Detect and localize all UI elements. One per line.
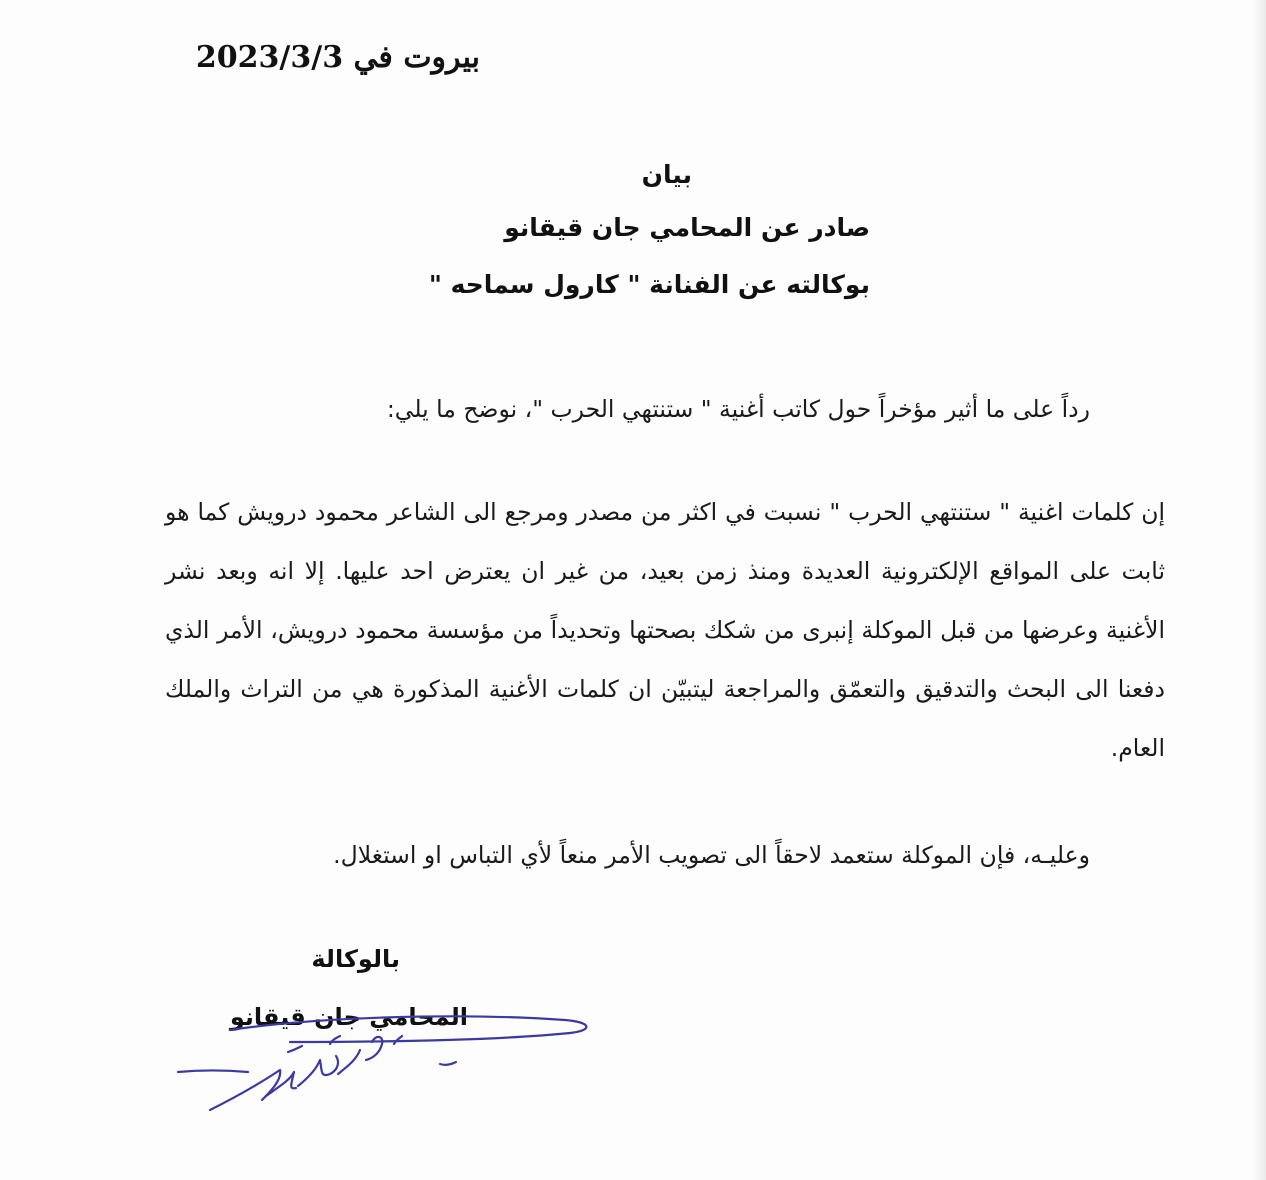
statement-on-behalf: بوكالته عن الفنانة " كارول سماحه "	[428, 270, 870, 299]
handwritten-signature	[170, 1000, 600, 1125]
statement-title: بيان	[641, 160, 692, 189]
body-paragraph: إن كلمات اغنية " ستنتهي الحرب " نسبت في اكثر من مصدر ومرجع الى الشاعر محمود درويش كما هو ثابت على المواقع الإلكترونية العديدة ومنذ زمن بعيد، من غير ان يعترض احد عليها. إلا انه وبعد نشر الأغنية وعرضها من قبل الموكلة إنبرى من شكك بصحتها وتحديداً من مؤسسة محمود درويش، الأمر الذي دفعنا الى البحث والتدقيق والتعمّق والمراجعة ليتبيّن ان كلمات الأغنية المذكورة هي من التراث والملك العام.	[165, 498, 1165, 762]
signature-name: المحامي جان قيقانو	[229, 1003, 468, 1031]
closing-paragraph: وعليـه، فإن الموكلة ستعمد لاحقاً الى تصويب الأمر منعاً لأي التباس او استغلال.	[333, 841, 1090, 869]
statement-issuer: صادر عن المحامي جان قيقانو	[504, 213, 870, 242]
document-date: بيروت في 2023/3/3	[195, 40, 480, 75]
signature-agency-label: بالوكالة	[311, 945, 400, 973]
page-edge-shadow	[1252, 0, 1266, 1180]
intro-paragraph: رداً على ما أثير مؤخراً حول كاتب أغنية " ستنتهي الحرب "، نوضح ما يلي:	[386, 395, 1090, 423]
